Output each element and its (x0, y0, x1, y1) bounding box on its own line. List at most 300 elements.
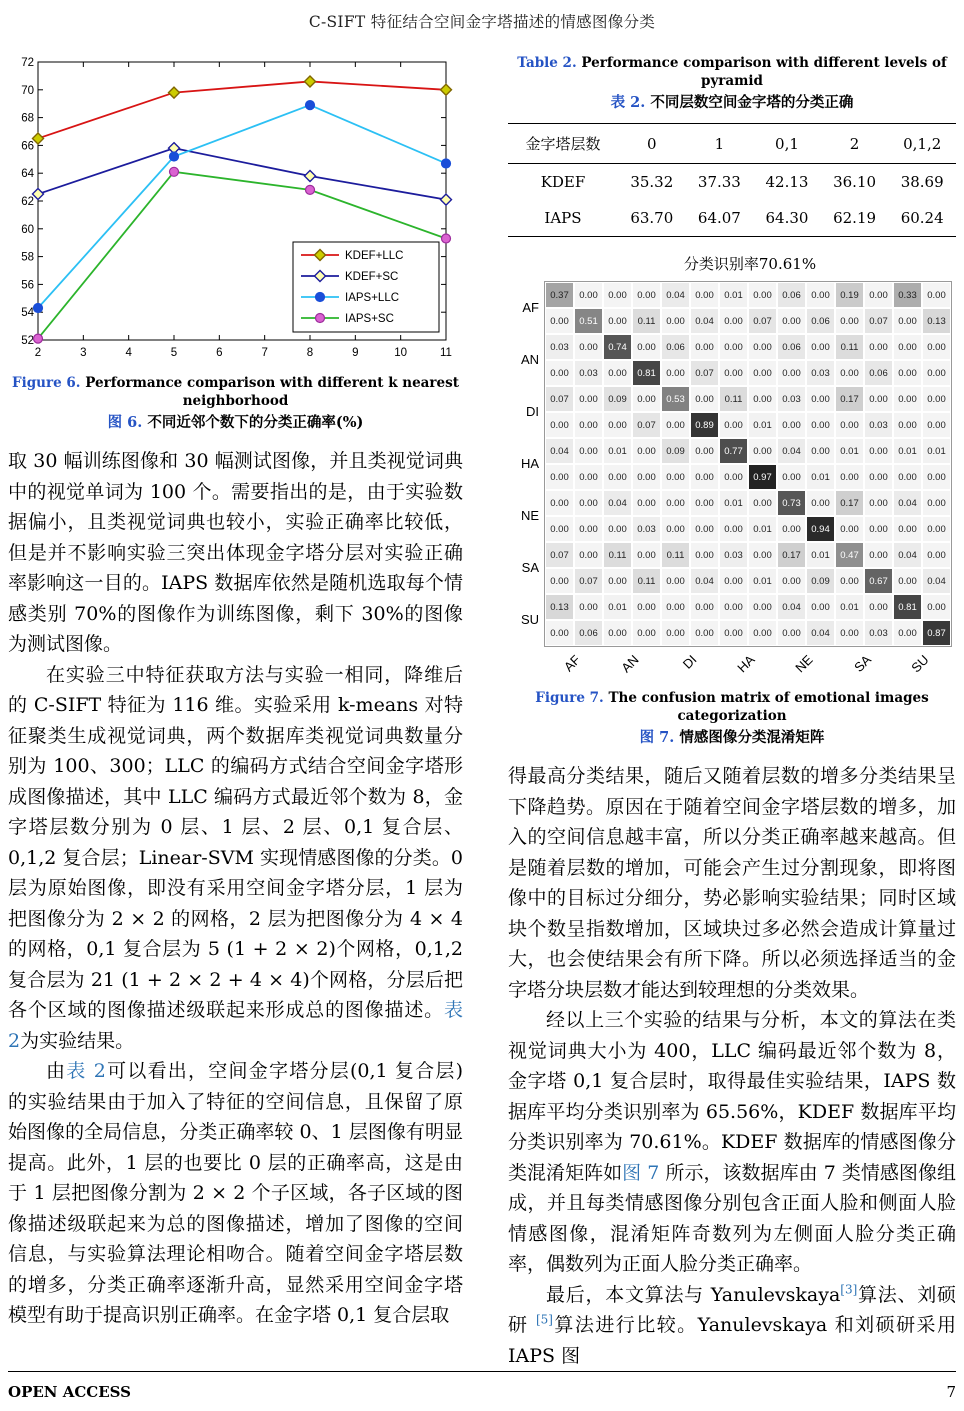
figure7-caption-zh (508, 728, 956, 748)
matrix-cell: 0.00 (632, 490, 661, 516)
figure7-label-zh: 图 7. (639, 729, 675, 746)
matrix-cell: 0.00 (748, 282, 777, 308)
y-tick-label: 64 (21, 168, 34, 181)
matrix-cell: 0.00 (545, 412, 574, 438)
matrix-cell: 0.00 (864, 542, 893, 568)
inline-ref[interactable]: 图 7 (622, 1161, 660, 1184)
matrix-cell: 0.11 (661, 542, 690, 568)
table2-cell: 36.10 (833, 173, 877, 191)
table2-cell: 63.70 (630, 209, 674, 227)
text-run: 为实验结果。 (20, 1029, 135, 1052)
matrix-row-label: NE (520, 507, 539, 523)
matrix-cell: 0.00 (719, 464, 748, 490)
text-run: 算法进行比较。Yanulevskaya 和刘硕研采用 IAPS 图 (508, 1314, 956, 1367)
matrix-cell: 0.07 (545, 542, 574, 568)
matrix-col-label: NE (792, 652, 816, 676)
matrix-cell: 0.00 (574, 412, 603, 438)
table2-col-header: 1 (714, 134, 725, 153)
series-marker (170, 152, 179, 161)
table2-row-header: IAPS (544, 209, 582, 227)
matrix-col-label: AN (618, 652, 642, 676)
matrix-cell: 0.09 (661, 438, 690, 464)
matrix-cell: 0.00 (719, 360, 748, 386)
matrix-cell: 0.00 (748, 386, 777, 412)
matrix-main (508, 281, 956, 647)
matrix-row-label: AF (522, 299, 539, 315)
matrix-cell: 0.00 (893, 568, 922, 594)
matrix-cell: 0.00 (545, 360, 574, 386)
matrix-cell: 0.53 (661, 386, 690, 412)
matrix-cell: 0.00 (574, 282, 603, 308)
figure7-title: 分类识别率70.61% (683, 255, 817, 273)
matrix-cell: 0.01 (719, 282, 748, 308)
matrix-cell: 0.07 (574, 568, 603, 594)
matrix-cell: 0.04 (690, 568, 719, 594)
matrix-cell: 0.00 (632, 386, 661, 412)
table2-cell: 37.33 (697, 173, 741, 191)
table2-row (508, 164, 956, 201)
matrix-cell: 0.07 (864, 308, 893, 334)
matrix-cell: 0.00 (922, 360, 951, 386)
matrix-cell: 0.81 (893, 594, 922, 620)
matrix-cell: 0.00 (690, 594, 719, 620)
matrix-cell: 0.11 (632, 308, 661, 334)
matrix-row-label: HA (520, 455, 539, 471)
matrix-cell: 0.00 (690, 282, 719, 308)
matrix-cell: 0.00 (719, 594, 748, 620)
matrix-cell: 0.00 (922, 386, 951, 412)
matrix-cell: 0.01 (748, 412, 777, 438)
legend-entry-label: KDEF+LLC (345, 250, 404, 262)
matrix-cell: 0.00 (748, 594, 777, 620)
figure7-confusion-matrix (508, 281, 956, 685)
matrix-cell: 0.00 (632, 334, 661, 360)
right-column (508, 54, 956, 1371)
two-column-layout (0, 54, 964, 1371)
matrix-cell: 0.00 (690, 542, 719, 568)
matrix-cell: 0.04 (777, 438, 806, 464)
series-marker (34, 304, 43, 313)
matrix-cell: 0.03 (719, 542, 748, 568)
page-number: 7 (946, 1383, 956, 1401)
matrix-cell: 0.00 (748, 360, 777, 386)
matrix-cell: 0.00 (893, 464, 922, 490)
matrix-cell: 0.00 (748, 542, 777, 568)
matrix-row-labels (508, 281, 544, 647)
matrix-col-label: SU (908, 652, 932, 676)
matrix-cell: 0.13 (545, 594, 574, 620)
matrix-row-label: SA (521, 559, 539, 575)
matrix-cell: 0.00 (603, 308, 632, 334)
matrix-cell: 0.01 (893, 438, 922, 464)
matrix-col-label: HA (734, 652, 758, 676)
matrix-cell: 0.00 (690, 464, 719, 490)
series-marker (316, 314, 325, 323)
inline-ref[interactable]: 表 2 (66, 1060, 106, 1082)
matrix-cell: 0.00 (690, 620, 719, 646)
matrix-cell: 0.01 (603, 438, 632, 464)
matrix-cell: 0.11 (632, 568, 661, 594)
text-run: 可以看出，空间金字塔分层(0,1 复合层) 的实验结果由于加入了特征的空间信息，且保留了原始图像的全局信息，分类正确率较 0、1 层图像有明显提高。此外，1 层的也要比 0 层的正确率高，这是由于 1 层把图像分割为 2 × 2 个子区域，各子区域的图像描述级联起来为总的图像描述，增加了图像的空间信息，与实验算法理论相吻合。随着空间金字塔层数的增多，分类正确率逐渐升高，显然采用空间金字塔模型有助于提高识别正确率。在金字塔 0,1 复合层取 (8, 1060, 463, 1326)
matrix-cell: 0.01 (835, 594, 864, 620)
figure6-caption-en (8, 374, 463, 410)
matrix-cell: 0.00 (661, 568, 690, 594)
matrix-cell: 0.00 (545, 308, 574, 334)
matrix-cell: 0.00 (661, 360, 690, 386)
matrix-cell: 0.00 (835, 568, 864, 594)
matrix-cell: 0.04 (893, 490, 922, 516)
matrix-cell: 0.00 (922, 464, 951, 490)
text-run: 算法、刘硕研 (508, 1283, 956, 1336)
matrix-cell: 0.00 (922, 490, 951, 516)
matrix-col-label: SA (850, 652, 874, 675)
footer-rule (8, 1371, 956, 1372)
matrix-cell: 0.11 (835, 334, 864, 360)
matrix-col-label: AF (561, 652, 584, 675)
matrix-cell: 0.00 (806, 282, 835, 308)
matrix-cell: 0.81 (632, 360, 661, 386)
legend-entry-label: IAPS+LLC (345, 292, 400, 304)
figure7-caption-en-text: The confusion matrix of emotional images categorization (608, 690, 929, 724)
text-run: 所示，该数据库由 7 类情感图像组成，并且每类情感图像分别包含正面人脸和侧面人脸情感图像，混淆矩阵奇数列为左侧面人脸分类正确率，偶数列为正面人脸分类正确率。 (508, 1161, 956, 1275)
table2-cell: 35.32 (630, 173, 674, 191)
paragraph (8, 1056, 463, 1331)
matrix-cell: 0.01 (603, 594, 632, 620)
y-tick-label: 62 (21, 196, 34, 208)
matrix-cell: 0.00 (661, 464, 690, 490)
text-run: 经以上三个实验的结果与分析，本文的算法在类视觉词典大小为 400，LLC 编码最近邻个数为 8，金字塔 0,1 复合层时，取得最佳实验结果，IAPS 数据库平均分类识别率为 65.56%，KDEF 数据库平均分类识别率为 70.61%。KDEF 数据库的情感图像分类混淆矩阵如 (508, 1009, 956, 1184)
matrix-cell: 0.00 (574, 516, 603, 542)
matrix-cell: 0.00 (748, 438, 777, 464)
matrix-cell: 0.00 (545, 568, 574, 594)
matrix-row-label: DI (526, 403, 539, 419)
left-column-text (8, 446, 463, 1331)
matrix-cell: 0.00 (864, 464, 893, 490)
series-marker (442, 234, 451, 243)
legend-entry-label: KDEF+SC (345, 271, 399, 283)
page-footer (8, 1371, 956, 1401)
series-marker (170, 167, 179, 176)
matrix-cell: 0.03 (574, 360, 603, 386)
matrix-cell: 0.07 (632, 412, 661, 438)
table2-body (508, 164, 956, 237)
matrix-cell: 0.00 (632, 542, 661, 568)
matrix-cell: 0.11 (719, 386, 748, 412)
matrix-cell: 0.00 (574, 464, 603, 490)
matrix-cell: 0.00 (603, 464, 632, 490)
matrix-cell: 0.00 (545, 490, 574, 516)
table2-caption-zh-text: 不同层数空间金字塔的分类正确 (650, 94, 854, 111)
matrix-cell: 0.00 (922, 542, 951, 568)
matrix-cell: 0.00 (574, 490, 603, 516)
matrix-cell: 0.06 (806, 308, 835, 334)
matrix-cell: 0.00 (661, 308, 690, 334)
matrix-cell: 0.00 (777, 568, 806, 594)
matrix-cell: 0.00 (748, 334, 777, 360)
text-run: 由 (46, 1060, 67, 1082)
y-tick-label: 56 (21, 279, 34, 292)
x-tick-label: 2 (34, 347, 42, 359)
matrix-cell: 0.06 (574, 620, 603, 646)
matrix-cell: 0.07 (690, 360, 719, 386)
matrix-cell: 0.00 (806, 386, 835, 412)
matrix-cell: 0.00 (574, 386, 603, 412)
matrix-cell: 0.06 (864, 360, 893, 386)
matrix-cell: 0.00 (893, 360, 922, 386)
matrix-cell: 0.00 (719, 412, 748, 438)
matrix-cell: 0.07 (545, 386, 574, 412)
matrix-cell: 0.00 (864, 386, 893, 412)
matrix-cell: 0.00 (603, 412, 632, 438)
table2-caption-en (508, 54, 956, 90)
x-tick-label: 5 (170, 347, 178, 359)
table2-cell: 42.13 (765, 173, 809, 191)
right-column-text (508, 761, 956, 1371)
matrix-cell: 0.37 (545, 282, 574, 308)
matrix-cell: 0.51 (574, 308, 603, 334)
table2-caption-zh (508, 93, 956, 113)
matrix-cell: 0.00 (661, 490, 690, 516)
matrix-cell: 0.00 (748, 620, 777, 646)
x-tick-label: 6 (216, 347, 223, 359)
left-column (8, 54, 463, 1371)
matrix-cell: 0.00 (545, 464, 574, 490)
table2-cell: 62.19 (833, 209, 877, 227)
matrix-cell: 0.89 (690, 412, 719, 438)
matrix-cell: 0.33 (893, 282, 922, 308)
matrix-cell: 0.06 (777, 282, 806, 308)
matrix-cell: 0.17 (777, 542, 806, 568)
y-tick-label: 52 (21, 335, 34, 347)
matrix-cell: 0.00 (777, 308, 806, 334)
table2-cell: 64.30 (765, 209, 809, 227)
text-run: 最后，本文算法与 Yanulevskaya (546, 1283, 841, 1306)
matrix-cell: 0.04 (922, 568, 951, 594)
matrix-grid (544, 281, 952, 647)
table2-caption-en-text: Performance comparison with different levels of pyramid (581, 55, 947, 89)
matrix-cell: 0.01 (748, 568, 777, 594)
table2-label-zh: 表 2. (610, 94, 646, 111)
matrix-cell: 0.00 (777, 620, 806, 646)
matrix-cell: 0.04 (545, 438, 574, 464)
matrix-cell: 0.00 (922, 334, 951, 360)
matrix-cell: 0.00 (777, 360, 806, 386)
matrix-cell: 0.00 (864, 594, 893, 620)
table2-col-header: 0 (647, 134, 657, 153)
matrix-cell: 0.00 (632, 282, 661, 308)
running-head: C-SIFT 特征结合空间金字塔描述的情感图像分类 (308, 13, 656, 31)
matrix-cell: 0.00 (574, 334, 603, 360)
matrix-cell: 0.01 (922, 438, 951, 464)
matrix-cell: 0.00 (545, 620, 574, 646)
matrix-cell: 0.00 (661, 412, 690, 438)
matrix-cell: 0.00 (603, 282, 632, 308)
matrix-row-label: AN (520, 351, 539, 367)
matrix-cell: 0.00 (690, 334, 719, 360)
matrix-cell: 0.00 (806, 490, 835, 516)
figure7-caption-zh-text: 情感图像分类混淆矩阵 (679, 729, 825, 746)
matrix-cell: 0.00 (777, 516, 806, 542)
matrix-cell: 0.00 (835, 464, 864, 490)
figure6-caption-zh-text: 不同近邻个数下的分类正确率(%) (147, 414, 364, 431)
matrix-cell: 0.67 (864, 568, 893, 594)
matrix-cell: 0.00 (777, 464, 806, 490)
text-run: 在实验三中特征获取方法与实验一相同，降维后的 C-SIFT 特征为 116 维。实验采用 k-means 对特征聚类生成视觉词典，两个数据库类视觉词典数量分别为 100、300；LLC 的编码方式结合空间金字塔形成图像描述，其中 LLC 编码方式最近邻个数为 8，金字塔层数分别为 0 层、1 层、2 层、0,1 复合层、0,1,2 复合层；Linear-SVM 实现情感图像的分类。0 层为原始图像，即没有采用空间金字塔分层，1 层为把图像分为 2 × 2 的网格，2 层为把图像分为 4 × 4 的网格，0,1 复合层为 5 (1 + 2 × 2)个网格，0,1,2 复合层为 21 (1 + 2 × 2 + 4 × 4)个网格，分层后把各个区域的图像描述级联起来形成总的图像描述。 (8, 663, 463, 1021)
text-run: 得最高分类结果，随后又随着层数的增多分类结果呈下降趋势。原因在于随着空间金字塔层数的增多，加入的空间信息越丰富，所以分类正确率越来越高。但是随着层数的增加，可能会产生过分割现象，即将图像中的目标过分细分，势必影响实验结果；同时区域块个数呈指数增加，区域块过多必然会造成计算量过大，也会使结果会有所下降。所以必须选择适当的金字塔分块层数才能达到较理想的分类效果。 (508, 765, 956, 1001)
series-marker (306, 185, 315, 194)
matrix-cell: 0.01 (806, 542, 835, 568)
matrix-cell: 0.00 (690, 490, 719, 516)
matrix-cell: 0.00 (835, 308, 864, 334)
matrix-cell: 0.01 (748, 516, 777, 542)
inline-ref[interactable]: 表 2 (8, 999, 463, 1052)
matrix-cell: 0.04 (806, 620, 835, 646)
matrix-cell: 0.00 (806, 334, 835, 360)
series-marker (34, 334, 43, 343)
matrix-cell: 0.00 (922, 516, 951, 542)
table2-col-header: 0,1 (775, 134, 799, 153)
figure6-caption (8, 374, 463, 433)
paragraph (508, 1280, 956, 1372)
y-tick-label: 54 (21, 307, 34, 320)
matrix-cell: 0.00 (574, 542, 603, 568)
table2-label-en: Table 2. (517, 55, 577, 71)
matrix-cell: 0.00 (632, 438, 661, 464)
matrix-cell: 0.00 (893, 308, 922, 334)
y-tick-label: 70 (21, 84, 34, 97)
x-tick-label: 7 (261, 347, 268, 359)
matrix-cell: 0.00 (806, 438, 835, 464)
matrix-col-labels (544, 647, 956, 685)
table2-col-header: 金字塔层数 (525, 135, 601, 153)
paragraph (8, 660, 463, 1057)
x-tick-label: 9 (352, 347, 359, 359)
matrix-cell: 0.03 (806, 360, 835, 386)
matrix-cell: 0.00 (835, 516, 864, 542)
matrix-cell: 0.00 (603, 620, 632, 646)
matrix-cell: 0.03 (777, 386, 806, 412)
paragraph (508, 1005, 956, 1280)
matrix-cell: 0.00 (661, 594, 690, 620)
matrix-cell: 0.01 (719, 490, 748, 516)
y-tick-label: 72 (21, 57, 34, 69)
paragraph (508, 761, 956, 1005)
matrix-cell: 0.00 (632, 620, 661, 646)
matrix-cell: 0.00 (719, 308, 748, 334)
table2-row (508, 200, 956, 237)
matrix-cell: 0.06 (661, 334, 690, 360)
matrix-cell: 0.74 (603, 334, 632, 360)
x-tick-label: 11 (440, 347, 452, 359)
matrix-cell: 0.00 (603, 360, 632, 386)
open-access-label: OPEN ACCESS (8, 1383, 131, 1401)
matrix-cell: 0.00 (719, 620, 748, 646)
x-tick-label: 4 (125, 347, 132, 359)
matrix-cell: 0.00 (748, 490, 777, 516)
matrix-cell: 0.00 (719, 516, 748, 542)
matrix-cell: 0.00 (690, 516, 719, 542)
matrix-cell: 0.17 (835, 490, 864, 516)
matrix-cell: 0.73 (777, 490, 806, 516)
table2-header-row (508, 124, 956, 164)
matrix-row-label: SU (520, 611, 539, 627)
figure6-chart (8, 54, 460, 366)
matrix-cell: 0.00 (922, 282, 951, 308)
matrix-cell: 0.00 (864, 282, 893, 308)
text-run: 取 30 幅训练图像和 30 幅测试图像，并且类视觉词典中的视觉单词为 100 个。需要指出的是，由于实验数据偏小，且类视觉词典也较小，实验正确率比较低，但是并不影响实验三突出体现金字塔分层对实验正确率影响这一目的。IAPS 数据库依然是随机选取每个情感类别 70%的图像作为训练图像，剩下 30%的图像为测试图像。 (8, 450, 463, 655)
matrix-cell: 0.11 (603, 542, 632, 568)
matrix-cell: 0.00 (893, 334, 922, 360)
matrix-cell: 0.47 (835, 542, 864, 568)
matrix-cell: 0.03 (864, 620, 893, 646)
matrix-cell: 0.06 (777, 334, 806, 360)
x-tick-label: 10 (394, 347, 408, 359)
y-tick-label: 58 (21, 251, 34, 264)
matrix-cell: 0.03 (864, 412, 893, 438)
matrix-cell: 0.00 (922, 594, 951, 620)
figure7-caption-en (508, 689, 956, 725)
table2-caption (508, 54, 956, 113)
matrix-cell: 0.00 (922, 412, 951, 438)
matrix-cell: 0.04 (777, 594, 806, 620)
matrix-cell: 0.00 (661, 516, 690, 542)
series-marker (316, 293, 325, 302)
matrix-cell: 0.07 (748, 308, 777, 334)
citation-ref[interactable]: [5] (535, 1312, 553, 1327)
matrix-cell: 0.00 (545, 516, 574, 542)
matrix-cell: 0.00 (777, 412, 806, 438)
matrix-cell: 0.03 (632, 516, 661, 542)
matrix-cell: 0.01 (806, 464, 835, 490)
matrix-cell: 0.77 (719, 438, 748, 464)
matrix-cell: 0.97 (748, 464, 777, 490)
x-tick-label: 8 (306, 347, 314, 359)
matrix-cell: 0.00 (864, 490, 893, 516)
matrix-cell: 0.13 (922, 308, 951, 334)
table2-cell: 64.07 (697, 209, 741, 227)
matrix-cell: 0.00 (835, 620, 864, 646)
matrix-col-label: DI (679, 652, 700, 672)
matrix-cell: 0.87 (922, 620, 951, 646)
matrix-cell: 0.00 (835, 412, 864, 438)
matrix-cell: 0.00 (893, 516, 922, 542)
matrix-cell: 0.00 (864, 334, 893, 360)
figure6-label-zh: 图 6. (107, 414, 143, 431)
matrix-cell: 0.01 (835, 438, 864, 464)
matrix-cell: 0.00 (574, 438, 603, 464)
figure6-label-en: Figure 6. (12, 375, 81, 391)
y-tick-label: 68 (21, 112, 34, 125)
matrix-cell: 0.00 (893, 386, 922, 412)
matrix-cell: 0.04 (603, 490, 632, 516)
matrix-cell: 0.00 (806, 594, 835, 620)
matrix-cell: 0.09 (806, 568, 835, 594)
series-marker (306, 101, 315, 110)
matrix-cell: 0.00 (632, 594, 661, 620)
matrix-cell: 0.03 (545, 334, 574, 360)
matrix-cell: 0.17 (835, 386, 864, 412)
citation-ref[interactable]: [3] (840, 1282, 858, 1297)
table2-cell: 38.69 (900, 173, 944, 191)
matrix-cell: 0.00 (806, 412, 835, 438)
legend-entry-label: IAPS+SC (345, 313, 394, 325)
figure7-caption (508, 689, 956, 748)
matrix-cell: 0.04 (893, 542, 922, 568)
matrix-cell: 0.04 (690, 308, 719, 334)
table2-row-header: KDEF (540, 173, 586, 191)
matrix-cell: 0.00 (835, 360, 864, 386)
matrix-cell: 0.00 (893, 412, 922, 438)
